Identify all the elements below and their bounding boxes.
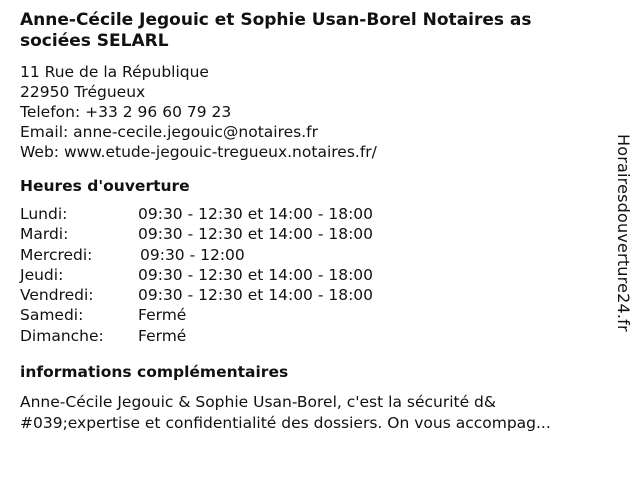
hours-table xyxy=(20,204,620,346)
time-value: Fermé xyxy=(138,306,187,325)
hours-row-friday xyxy=(20,285,620,305)
day-label: Mercredi: xyxy=(20,245,93,264)
phone-number: Telefon: +33 2 96 60 79 23 xyxy=(20,103,232,121)
hours-heading: Heures d'ouverture xyxy=(20,177,190,195)
time-value: 09:30 - 12:30 et 14:00 - 18:00 xyxy=(138,265,374,284)
business-title xyxy=(20,10,640,52)
info-line-1: Anne-Cécile Jegouic & Sophie Usan-Borel, c'est la sécurité d& xyxy=(20,393,496,412)
hours-row-thursday xyxy=(20,265,620,285)
day-label: Lundi: xyxy=(20,205,68,223)
address-block xyxy=(20,62,620,162)
day-label: Dimanche: xyxy=(20,326,104,345)
city-address: 22950 Trégueux xyxy=(20,83,146,101)
day-label: Jeudi: xyxy=(20,265,64,284)
time-value: 09:30 - 12:00 xyxy=(140,245,245,264)
hours-row-tuesday xyxy=(20,224,620,244)
website-url: Web: www.etude-jegouic-tregueux.notaires.fr/ xyxy=(20,143,377,161)
time-value: 09:30 - 12:30 et 14:00 - 18:00 xyxy=(138,225,374,244)
time-value: Fermé xyxy=(138,326,187,345)
hours-row-sunday xyxy=(20,326,620,346)
street-address: 11 Rue de la République xyxy=(20,63,209,81)
info-line-2: #039;expertise et confidentialité des dossiers. On vous accompag... xyxy=(20,414,551,433)
info-heading: informations complémentaires xyxy=(20,363,289,382)
business-card xyxy=(20,10,620,434)
day-label: Mardi: xyxy=(20,225,69,244)
hours-row-wednesday xyxy=(20,245,620,265)
hours-row-saturday xyxy=(20,305,620,325)
time-value: 09:30 - 12:30 et 14:00 - 18:00 xyxy=(138,205,374,223)
info-description xyxy=(20,392,620,434)
business-title-line2: sociées SELARL xyxy=(20,31,169,51)
business-title-line1: Anne-Cécile Jegouic et Sophie Usan-Borel Notaires as xyxy=(20,10,532,30)
site-watermark: Horairesdouverture24.fr xyxy=(614,134,633,332)
day-label: Vendredi: xyxy=(20,286,94,305)
time-value: 09:30 - 12:30 et 14:00 - 18:00 xyxy=(138,286,374,305)
email-address: Email: anne-cecile.jegouic@notaires.fr xyxy=(20,123,318,141)
day-label: Samedi: xyxy=(20,306,84,325)
hours-row-monday xyxy=(20,204,620,224)
